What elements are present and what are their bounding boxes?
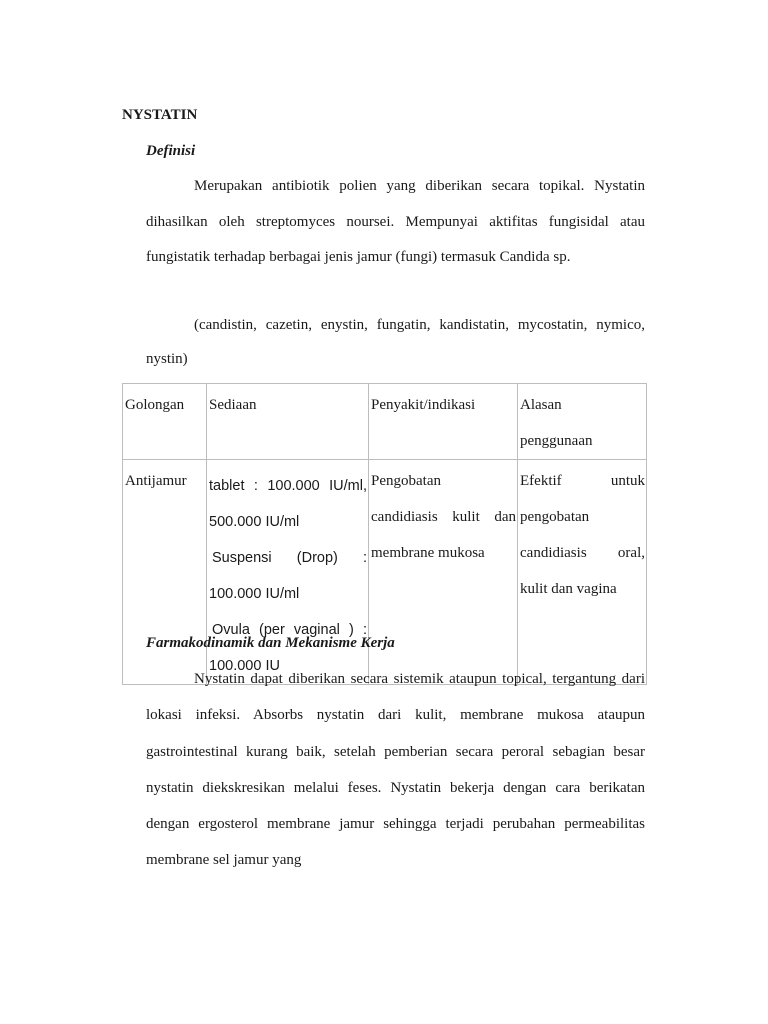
cell-golongan: Antijamur — [123, 460, 207, 685]
section-heading-definisi: Definisi — [146, 143, 196, 159]
header-sediaan: Sediaan — [207, 384, 369, 460]
header-alasan-line1: Alasan — [520, 397, 562, 413]
header-penyakit: Penyakit/indikasi — [369, 384, 518, 460]
definisi-paragraph: Merupakan antibiotik polien yang diberikan secara topikal. Nystatin dihasilkan oleh streptomyces noursei. Mempunyai aktifitas fungisidal atau fungistatik terhadap berbagai jenis jamur (fungi) termasuk Candida sp. — [146, 178, 645, 265]
header-golongan: Golongan — [123, 384, 207, 460]
document-title: NYSTATIN — [122, 107, 198, 123]
alasan-line2: pengobatan — [520, 509, 590, 525]
penyakit-line2: candidiasis kulit dan — [371, 509, 516, 525]
synonyms-paragraph: (candistin, cazetin, enystin, fungatin, kandistatin, mycostatin, nymico, nystin) — [146, 317, 645, 367]
header-alasan-line2: penggunaan — [520, 433, 593, 449]
header-alasan — [518, 384, 647, 460]
section-heading-farmakodinamik: Farmakodinamik dan Mekanisme Kerja — [146, 635, 395, 651]
penyakit-line1: Pengobatan — [371, 473, 441, 489]
alasan-line4: kulit dan vagina — [520, 581, 617, 597]
cell-alasan — [518, 460, 647, 685]
table-header-row — [123, 384, 647, 460]
farmakodinamik-paragraph: Nystatin dapat diberikan secara sistemik ataupun topical, tergantung dari lokasi infeksi. Absorbs nystatin dari kulit, membrane mukosa ataupun gastrointestinal kurang baik, setelah pemberian secara peroral sebagian besar nystatin diekskresikan melalui feses. Nystatin bekerja dengan cara berikatan dengan ergosterol membrane jamur sehingga terjadi perubahan permeabilitas membrane sel jamur yang — [146, 671, 645, 869]
penyakit-line3: membrane mukosa — [371, 545, 485, 561]
alasan-line1: Efektif untuk — [520, 473, 645, 489]
sediaan-ovula: Ovula (per vaginal ) : 100.000 IU — [209, 622, 367, 674]
sediaan-suspensi: Suspensi (Drop) : 100.000 IU/ml — [209, 550, 367, 602]
sediaan-tablet: tablet : 100.000 IU/ml, 500.000 IU/ml — [209, 478, 367, 530]
alasan-line3: candidiasis oral, — [520, 545, 645, 561]
